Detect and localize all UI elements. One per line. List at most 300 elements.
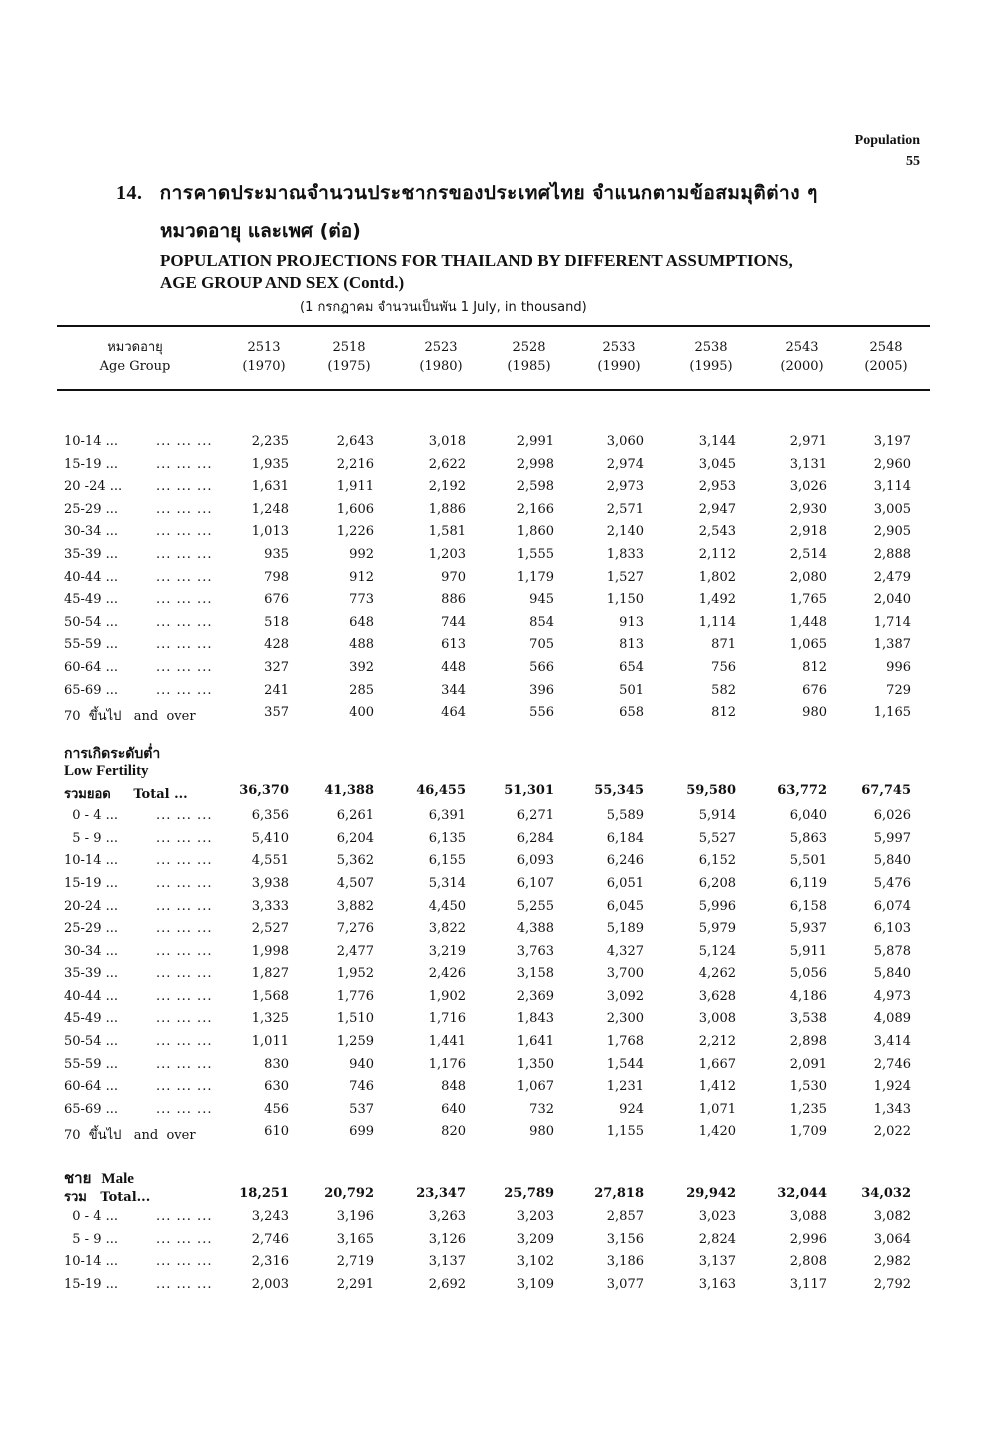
table-row — [64, 547, 924, 570]
table-row — [64, 1232, 924, 1255]
table-cell: 3,109 — [516, 1276, 554, 1292]
table-cell: 51,301 — [504, 783, 554, 799]
table-cell: 654 — [619, 659, 644, 675]
table-cell: 1,998 — [251, 943, 289, 959]
table-cell: 980 — [529, 1124, 554, 1140]
table-cell: 25,789 — [504, 1186, 554, 1202]
table-cell: 3,026 — [789, 479, 827, 495]
table-cell: 400 — [349, 705, 374, 721]
table-cell: 2,930 — [789, 501, 827, 517]
table-cell: 4,327 — [606, 943, 644, 959]
table-cell: 67,745 — [861, 783, 911, 799]
table-cell: 6,271 — [516, 808, 554, 824]
table-cell: 1,071 — [698, 1101, 736, 1117]
title-english-line1: POPULATION PROJECTIONS FOR THAILAND BY DIFFERENT ASSUMPTIONS, — [160, 251, 793, 270]
table-cell: 1,176 — [428, 1056, 466, 1072]
table-cell: 912 — [349, 569, 374, 585]
table-cell: 1,065 — [789, 637, 827, 653]
table-cell: 3,060 — [606, 434, 644, 449]
table-cell: 2,212 — [698, 1034, 736, 1050]
leader-dots: ... ... ... — [156, 1254, 213, 1270]
leader-dots: ... ... ... — [156, 921, 213, 937]
table-cell: 773 — [349, 592, 374, 608]
table-cell: 2,991 — [516, 434, 554, 449]
table-cell: 2,746 — [873, 1056, 911, 1072]
table-cell: 6,391 — [428, 808, 466, 824]
table-cell: 1,343 — [873, 1101, 911, 1117]
section-heading-thai: การเกิดระดับต่ำ — [64, 747, 161, 763]
table-cell: 6,045 — [606, 898, 644, 914]
table-cell: 1,350 — [516, 1056, 554, 1072]
table-cell: 55,345 — [594, 783, 644, 799]
table-cell: 2,982 — [873, 1254, 911, 1270]
table-cell: 20,792 — [324, 1186, 374, 1202]
table-cell: 1,641 — [516, 1034, 554, 1050]
leader-dots: ... ... ... — [156, 592, 213, 608]
row-label: 25-29 ... — [64, 501, 119, 517]
table-cell: 1,412 — [698, 1079, 736, 1095]
table-cell: 2,235 — [251, 434, 289, 449]
row-label: 50-54 ... — [64, 1034, 119, 1050]
table-cell: 5,997 — [873, 830, 911, 846]
header-top-rule — [57, 325, 930, 327]
leader-dots: ... ... ... — [156, 1034, 213, 1050]
leader-dots: ... ... ... — [156, 1101, 213, 1117]
table-cell: 5,937 — [789, 921, 827, 937]
row-label: 15-19 ... — [64, 1276, 119, 1292]
leader-dots: ... ... ... — [156, 988, 213, 1004]
table-cell: 3,137 — [698, 1254, 736, 1270]
table-cell: 2,622 — [428, 456, 466, 472]
table-cell: 32,044 — [777, 1186, 827, 1202]
table-cell: 3,882 — [336, 898, 374, 914]
table-cell: 2,960 — [873, 456, 911, 472]
table-cell: 1,544 — [606, 1056, 644, 1072]
row-label: 5 - 9 ... — [64, 830, 118, 846]
table-cell: 1,833 — [606, 546, 644, 562]
table-row — [64, 944, 924, 967]
table-cell: 1,709 — [789, 1124, 827, 1140]
table-cell: 1,935 — [251, 456, 289, 472]
table-cell: 1,013 — [251, 524, 289, 540]
table-cell: 699 — [349, 1124, 374, 1140]
table-cell: 1,827 — [251, 966, 289, 982]
table-cell: 1,902 — [428, 988, 466, 1004]
table-cell: 285 — [349, 682, 374, 698]
table-cell: 1,231 — [606, 1079, 644, 1095]
table-cell: 2,947 — [698, 501, 736, 517]
table-cell: 6,356 — [251, 808, 289, 824]
table-cell: 3,196 — [336, 1209, 374, 1225]
table-cell: 1,510 — [336, 1011, 374, 1027]
table-cell: 1,248 — [251, 501, 289, 517]
table-cell: 2,080 — [789, 569, 827, 585]
table-row — [64, 1011, 924, 1034]
table-cell: 820 — [441, 1124, 466, 1140]
heading-english: Male — [101, 1171, 134, 1188]
row-label: 15-19 ... — [64, 456, 119, 472]
table-cell: 5,056 — [789, 966, 827, 982]
table-cell: 3,114 — [873, 479, 911, 495]
table-cell: 6,074 — [873, 898, 911, 914]
table-cell: 3,117 — [789, 1276, 827, 1292]
column-header-year: 2518 (1975) — [327, 340, 371, 374]
table-cell: 4,551 — [251, 853, 289, 869]
table-cell: 537 — [349, 1101, 374, 1117]
table-cell: 1,776 — [336, 988, 374, 1004]
table-cell: 2,316 — [251, 1254, 289, 1270]
table-row — [64, 660, 924, 683]
table-cell: 2,527 — [251, 921, 289, 937]
table-cell: 2,426 — [428, 966, 466, 982]
table-cell: 3,126 — [428, 1231, 466, 1247]
table-cell: 913 — [619, 614, 644, 630]
title-thai-line1: การคาดประมาณจำนวนประชากรของประเทศไทย จำแนกตามข้อสมมุติต่าง ๆ — [159, 182, 818, 204]
table-row — [64, 831, 924, 854]
column-header-year: 2538 (1995) — [689, 340, 733, 374]
table-cell: 6,051 — [606, 875, 644, 891]
table-cell: 2,112 — [698, 546, 736, 562]
table-cell: 1,441 — [428, 1034, 466, 1050]
row-label: 45-49 ... — [64, 1011, 119, 1027]
leader-dots: ... ... ... — [156, 1011, 213, 1027]
table-cell: 241 — [264, 682, 289, 698]
table-cell: 566 — [529, 659, 554, 675]
row-label: 35-39 ... — [64, 546, 119, 562]
page-number: 55 — [906, 154, 920, 169]
table-row — [64, 1277, 924, 1300]
table-cell: 1,067 — [516, 1079, 554, 1095]
row-label: 70 ขึ้นไป and over — [64, 709, 196, 725]
leader-dots: ... ... ... — [156, 456, 213, 472]
table-cell: 992 — [349, 546, 374, 562]
table-number: 14. — [116, 182, 143, 204]
table-cell: 1,716 — [428, 1011, 466, 1027]
leader-dots: ... ... ... — [156, 1209, 213, 1225]
table-cell: 3,186 — [606, 1254, 644, 1270]
table-cell: 5,840 — [873, 853, 911, 869]
table-cell: 996 — [886, 659, 911, 675]
table-cell: 924 — [619, 1101, 644, 1117]
leader-dots: ... ... ... — [156, 943, 213, 959]
table-row — [64, 524, 924, 547]
table-cell: 1,492 — [698, 592, 736, 608]
table-cell: 1,555 — [516, 546, 554, 562]
section-heading-male — [64, 1166, 924, 1186]
table-cell: 2,140 — [606, 524, 644, 540]
leader-dots: ... ... ... — [156, 853, 213, 869]
row-label: 40-44 ... — [64, 988, 119, 1004]
table-cell: 871 — [711, 637, 736, 653]
table-cell: 41,388 — [324, 783, 374, 799]
table-cell: 2,918 — [789, 524, 827, 540]
table-cell: 2,792 — [873, 1276, 911, 1292]
column-header-year: 2548 (2005) — [864, 340, 908, 374]
table-cell: 705 — [529, 637, 554, 653]
table-cell: 1,568 — [251, 988, 289, 1004]
table-cell: 2,022 — [873, 1124, 911, 1140]
page-header — [855, 130, 920, 172]
table-cell: 3,163 — [698, 1276, 736, 1292]
row-label: 60-64 ... — [64, 659, 119, 675]
table-cell: 3,131 — [789, 456, 827, 472]
table-cell: 1,448 — [789, 614, 827, 630]
section-name: Population — [854, 133, 920, 148]
leader-dots: ... ... ... — [156, 501, 213, 517]
table-row — [64, 989, 924, 1012]
table-cell: 6,026 — [873, 808, 911, 824]
row-label: 5 - 9 ... — [64, 1231, 118, 1247]
table-row — [64, 570, 924, 593]
table-cell: 2,692 — [428, 1276, 466, 1292]
table-row — [64, 1124, 924, 1154]
table-cell: 2,996 — [789, 1231, 827, 1247]
table-cell: 5,996 — [698, 898, 736, 914]
table-cell: 2,571 — [606, 501, 644, 517]
leader-dots: ... ... ... — [156, 966, 213, 982]
table-cell: 582 — [711, 682, 736, 698]
table-cell: 5,124 — [698, 943, 736, 959]
table-cell: 501 — [619, 682, 644, 698]
table-row — [64, 615, 924, 638]
table-cell: 3,023 — [698, 1209, 736, 1225]
table-cell: 1,114 — [698, 614, 736, 630]
table-cell: 6,119 — [789, 875, 827, 891]
table-cell: 1,165 — [873, 705, 911, 721]
table-cell: 610 — [264, 1124, 289, 1140]
table-cell: 6,135 — [428, 830, 466, 846]
table-cell: 1,581 — [428, 524, 466, 540]
column-header-year: 2523 (1980) — [419, 340, 463, 374]
section-spacer — [64, 735, 924, 743]
table-cell: 3,045 — [698, 456, 736, 472]
table-cell: 5,362 — [336, 853, 374, 869]
table-cell: 6,093 — [516, 853, 554, 869]
table-cell: 2,905 — [873, 524, 911, 540]
leader-dots: ... ... ... — [156, 1079, 213, 1095]
table-row — [64, 1254, 924, 1277]
table-cell: 2,479 — [873, 569, 911, 585]
leader-dots: ... ... ... — [156, 659, 213, 675]
table-cell: 640 — [441, 1101, 466, 1117]
leader-dots: ... ... ... — [156, 830, 213, 846]
table-cell: 3,628 — [698, 988, 736, 1004]
table-cell: 1,325 — [251, 1011, 289, 1027]
row-label: 20-24 ... — [64, 898, 119, 914]
table-cell: 6,246 — [606, 853, 644, 869]
table-row — [64, 592, 924, 615]
table-cell: 2,300 — [606, 1011, 644, 1027]
column-header-age-group: หมวดอายุ Age Group — [99, 340, 171, 374]
total-row — [64, 1186, 924, 1209]
table-cell: 676 — [802, 682, 827, 698]
table-title — [116, 178, 896, 294]
row-label: 40-44 ... — [64, 569, 119, 585]
table-cell: 648 — [349, 614, 374, 630]
row-label: 35-39 ... — [64, 966, 119, 982]
table-cell: 1,860 — [516, 524, 554, 540]
title-english-line2: AGE GROUP AND SEX (Contd.) — [160, 273, 405, 292]
leader-dots: ... ... ... — [156, 1276, 213, 1292]
table-cell: 5,476 — [873, 875, 911, 891]
table-cell: 3,219 — [428, 943, 466, 959]
table-cell: 812 — [711, 705, 736, 721]
table-cell: 3,700 — [606, 966, 644, 982]
row-label: 70 ขึ้นไป and over — [64, 1128, 196, 1144]
table-cell: 428 — [264, 637, 289, 653]
table-cell: 2,040 — [873, 592, 911, 608]
table-cell: 2,824 — [698, 1231, 736, 1247]
table-cell: 945 — [529, 592, 554, 608]
table-cell: 518 — [264, 614, 289, 630]
table-cell: 4,262 — [698, 966, 736, 982]
section-spacer — [64, 1154, 924, 1166]
table-cell: 46,455 — [416, 783, 466, 799]
table-cell: 4,388 — [516, 921, 554, 937]
table-cell: 5,410 — [251, 830, 289, 846]
table-cell: 658 — [619, 705, 644, 721]
table-cell: 970 — [441, 569, 466, 585]
table-cell: 2,369 — [516, 988, 554, 1004]
table-cell: 3,005 — [873, 501, 911, 517]
table-cell: 1,768 — [606, 1034, 644, 1050]
table-cell: 1,886 — [428, 501, 466, 517]
table-cell: 3,144 — [698, 434, 736, 449]
table-cell: 3,018 — [428, 434, 466, 449]
leader-dots: ... ... ... — [156, 479, 213, 495]
table-row — [64, 1209, 924, 1232]
table-cell: 2,998 — [516, 456, 554, 472]
table-row — [64, 705, 924, 735]
table-cell: 3,763 — [516, 943, 554, 959]
table-cell: 23,347 — [416, 1186, 466, 1202]
table-cell: 3,333 — [251, 898, 289, 914]
table-cell: 2,953 — [698, 479, 736, 495]
leader-dots: ... ... ... — [156, 682, 213, 698]
table-cell: 2,598 — [516, 479, 554, 495]
table-cell: 3,092 — [606, 988, 644, 1004]
table-cell: 59,580 — [686, 783, 736, 799]
table-row — [64, 683, 924, 706]
section-heading-english: Low Fertility — [64, 763, 149, 780]
table-row — [64, 479, 924, 502]
table-cell: 2,192 — [428, 479, 466, 495]
table-cell: 3,938 — [251, 875, 289, 891]
table-cell: 6,107 — [516, 875, 554, 891]
table-cell: 34,032 — [861, 1186, 911, 1202]
row-label: 10-14 ... — [64, 853, 119, 869]
table-row — [64, 1034, 924, 1057]
table-cell: 2,091 — [789, 1056, 827, 1072]
row-label: 55-59 ... — [64, 637, 119, 653]
table-cell: 6,261 — [336, 808, 374, 824]
row-label: 55-59 ... — [64, 1056, 119, 1072]
table-cell: 1,011 — [251, 1034, 289, 1050]
table-cell: 6,152 — [698, 853, 736, 869]
table-cell: 830 — [264, 1056, 289, 1072]
table-row — [64, 502, 924, 525]
table-cell: 327 — [264, 659, 289, 675]
table-cell: 935 — [264, 546, 289, 562]
row-label: 45-49 ... — [64, 592, 119, 608]
table-cell: 5,501 — [789, 853, 827, 869]
leader-dots: ... ... ... — [156, 637, 213, 653]
row-label: 10-14 ... — [64, 1254, 119, 1270]
table-cell: 6,204 — [336, 830, 374, 846]
table-cell: 854 — [529, 614, 554, 630]
table-cell: 3,538 — [789, 1011, 827, 1027]
row-label: 15-19 ... — [64, 875, 119, 891]
leader-dots: ... ... ... — [156, 546, 213, 562]
table-cell: 3,243 — [251, 1209, 289, 1225]
table-cell: 5,863 — [789, 830, 827, 846]
table-row — [64, 966, 924, 989]
table-cell: 2,166 — [516, 501, 554, 517]
table-row — [64, 434, 924, 457]
table-cell: 2,216 — [336, 456, 374, 472]
table-row — [64, 1057, 924, 1080]
table-cell: 744 — [441, 614, 466, 630]
table-cell: 613 — [441, 637, 466, 653]
row-label: 65-69 ... — [64, 1101, 119, 1117]
table-cell: 4,089 — [873, 1011, 911, 1027]
table-cell: 676 — [264, 592, 289, 608]
leader-dots: ... ... ... — [156, 1056, 213, 1072]
table-cell: 357 — [264, 705, 289, 721]
leader-dots: ... ... ... — [156, 614, 213, 630]
row-label: 30-34 ... — [64, 943, 119, 959]
table-cell: 729 — [886, 682, 911, 698]
table-cell: 5,979 — [698, 921, 736, 937]
table-cell: 2,514 — [789, 546, 827, 562]
table-cell: 3,064 — [873, 1231, 911, 1247]
table-cell: 556 — [529, 705, 554, 721]
table-cell: 3,165 — [336, 1231, 374, 1247]
table-cell: 2,746 — [251, 1231, 289, 1247]
table-cell: 2,719 — [336, 1254, 374, 1270]
table-row — [64, 457, 924, 480]
column-header-year: 2543 (2000) — [780, 340, 824, 374]
leader-dots: ... ... ... — [156, 434, 213, 449]
table-row — [64, 853, 924, 876]
column-header-year: 2513 (1970) — [242, 340, 286, 374]
table-cell: 630 — [264, 1079, 289, 1095]
table-cell: 798 — [264, 569, 289, 585]
table-subtitle: (1 กรกฎาคม จำนวนเป็นพัน 1 July, in thousand) — [300, 300, 587, 315]
table-cell: 1,203 — [428, 546, 466, 562]
table-cell: 3,137 — [428, 1254, 466, 1270]
table-cell: 392 — [349, 659, 374, 675]
table-cell: 5,878 — [873, 943, 911, 959]
table-cell: 5,914 — [698, 808, 736, 824]
table-cell: 3,197 — [873, 434, 911, 449]
column-header-year: 2533 (1990) — [597, 340, 641, 374]
leader-dots: ... ... ... — [156, 569, 213, 585]
table-row — [64, 1102, 924, 1125]
table-cell: 1,527 — [606, 569, 644, 585]
row-label: 0 - 4 ... — [64, 1209, 118, 1225]
table-cell: 1,802 — [698, 569, 736, 585]
table-cell: 2,888 — [873, 546, 911, 562]
row-label: 50-54 ... — [64, 614, 119, 630]
table-cell: 3,156 — [606, 1231, 644, 1247]
table-cell: 940 — [349, 1056, 374, 1072]
table-cell: 5,314 — [428, 875, 466, 891]
column-header-year: 2528 (1985) — [507, 340, 551, 374]
table-cell: 732 — [529, 1101, 554, 1117]
table-cell: 3,077 — [606, 1276, 644, 1292]
table-cell: 448 — [441, 659, 466, 675]
